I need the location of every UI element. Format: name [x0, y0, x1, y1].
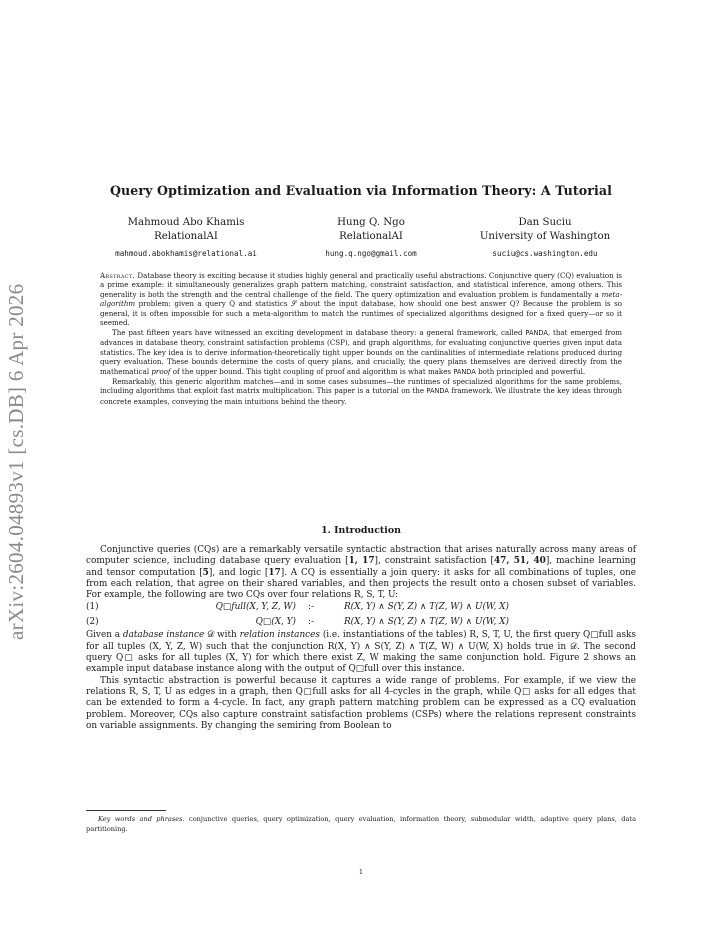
equation-number: (2) [86, 616, 99, 627]
abstract-text: framework. We illustrate the key ideas through concrete examples, conveying the main intuitions behind the theory. [100, 386, 622, 406]
footnote-rule [86, 810, 166, 811]
body-text: ]. A CQ is essentially a join query: it asks for all combinations of tuples, one from each relation, that agree on their shared variables, and then projects the result onto a chosen subset of variables. For example, the following are two CQs over four relations R, S, T, U: [86, 567, 637, 601]
body-emphasis: database instance [122, 630, 205, 641]
equation-operator: :- [308, 616, 314, 627]
author-affiliation: University of Washington [479, 231, 611, 242]
author-email[interactable]: mahmoud.abokhamis@relational.ai [115, 249, 257, 258]
equation-rhs: R(X, Y) ∧ S(Y, Z) ∧ T(Z, W) ∧ U(W, X) [344, 616, 509, 627]
body-text: ], constraint satisfaction [ [374, 556, 494, 567]
author-email[interactable]: suciu@cs.washington.edu [492, 249, 598, 258]
author-affiliation: RelationalAI [339, 231, 403, 242]
equation-rhs: R(X, Y) ∧ S(Y, Z) ∧ T(Z, W) ∧ U(W, X) [344, 602, 509, 613]
author-3 [454, 216, 636, 261]
abstract-label: Abstract. [100, 271, 136, 280]
body-paragraph [86, 545, 636, 601]
abstract-text: of the upper bound. This tight coupling of proof and algorithm is what makes [172, 366, 452, 376]
author-2 [281, 216, 461, 261]
author-name: Mahmoud Abo Khamis [127, 217, 245, 228]
abstract [100, 271, 622, 406]
section-heading: 1. Introduction [321, 525, 401, 536]
equation-lhs: Q□(X, Y) [255, 616, 296, 627]
citation-link[interactable]: 5 [202, 567, 209, 578]
body-text: Given a [86, 630, 121, 641]
author-block [86, 216, 636, 266]
panda-name: PANDA [426, 387, 449, 396]
abstract-emphasis: meta-algorithm [100, 289, 622, 309]
abstract-text: both principled and powerful. [478, 366, 586, 376]
author-1 [86, 216, 286, 261]
abstract-text: , that emerged from advances in database theory, constraint satisfaction problems (CSP), and graph algorithms, for evaluating conjunctive queries given input data statistics. The key idea is to derive information-theoretically tight upper bounds on the cardinalities of intermediate relations produced during query evaluation. These bounds determine the costs of query plans, and crucially, the query plans themselves are derived directly from the mathematical [100, 327, 622, 376]
abstract-text: The past fifteen years have witnessed an exciting development in database theory: a general framework, called [112, 327, 523, 337]
body-paragraph [86, 630, 636, 675]
panda-name: PANDA [453, 367, 476, 376]
footnote [86, 815, 636, 834]
footnote-label: Key words and phrases. [98, 815, 185, 823]
body-text: 𝒟 with [207, 630, 237, 641]
equation-operator: :- [308, 602, 314, 613]
author-email[interactable]: hung.q.ngo@gmail.com [325, 249, 417, 258]
body-paragraph: This syntactic abstraction is powerful because it captures a wide range of problems. For example, if we view the relations R, S, T, U as edges in a graph, then Q□full asks for all 4-cycles in the graph, while Q□ asks for all edges that can be extended to form a 4-cycle. In fact, any graph pattern matching problem can be expressed as a CQ evaluation problem. Moreover, CQs also capture constraint satisfaction problems (CSPs) where the relations represent constraints on variable assignments. By changing the semiring from Boolean to [86, 675, 636, 731]
author-name: Dan Suciu [518, 217, 572, 228]
arxiv-identifier-stamp: arXiv:2604.04893v1 [cs.DB] 6 Apr 2026 [4, 283, 28, 640]
abstract-emphasis: proof [151, 366, 171, 376]
citation-link[interactable]: 17 [268, 567, 281, 578]
citation-link[interactable]: 1, 17 [348, 556, 375, 567]
body-emphasis: relation instances [239, 630, 320, 641]
equation-number: (1) [86, 602, 99, 613]
body-text: Conjunctive queries (CQs) are a remarkably versatile syntactic abstraction that arises naturally across many areas of computer science, including database query evaluation [ [86, 545, 636, 567]
author-name: Hung Q. Ngo [337, 217, 405, 228]
abstract-paragraph [100, 271, 622, 328]
section-body [86, 545, 636, 732]
citation-link[interactable]: 47, 51, 40 [494, 556, 546, 567]
equation-1 [86, 601, 636, 616]
footnote-text: conjunctive queries, query optimization, query evaluation, information theory, submodular width, adaptive query plans, data partitioning. [86, 815, 636, 833]
body-text: (i.e. instantiations of the tables) R, S, T, U, the first query Q□full asks for all tuples (X, Y, Z, W) such that the conjunction R(X, Y) ∧ S(Y, Z) ∧ T(Z, W) ∧ U(W, X) holds true in 𝒟. The second query Q□ asks for all tuples (X, Y) for which there exist Z, W making the same conjunction hold. Figure 2 shows an example input database instance along with the output of Q□full over this instance. [86, 630, 636, 675]
abstract-paragraph [100, 377, 622, 406]
paper-title: Query Optimization and Evaluation via Information Theory: A Tutorial [109, 183, 613, 198]
body-text: ], machine learning and tensor computation [ [86, 556, 636, 578]
equation-lhs: Q□full(X, Y, Z, W) [215, 602, 296, 613]
abstract-text: Database theory is exciting because it studies highly general and practically useful abstractions. Conjunctive query (CQ) evaluation is a prime example: it simultaneously generalizes graph pattern matching, constraint satisfaction, and statistical inference, among others. This generality is both the strength and the central challenge of the field. The query optimization and evaluation problem is fundamentally a [100, 271, 622, 299]
abstract-text: problem: given a query Q and statistics 𝒮 about the input database, how should one best answer Q? Because the problem is so general, it is often impossible for such a meta-algorithm to match the runtimes of specialized algorithms designed for a fixed query—or so it seemed. [100, 299, 622, 328]
author-affiliation: RelationalAI [154, 231, 218, 242]
abstract-paragraph [100, 328, 622, 377]
equation-2 [86, 616, 636, 631]
page-number: 1 [358, 868, 364, 876]
body-text: ], and logic [ [208, 567, 269, 578]
panda-name: PANDA [525, 328, 548, 337]
abstract-text: Remarkably, this generic algorithm matches—and in some cases subsumes—the runtimes of specialized algorithms for the same problems, including algorithms that exploit fast matrix multiplication. This paper is a tutorial on the [100, 376, 622, 396]
